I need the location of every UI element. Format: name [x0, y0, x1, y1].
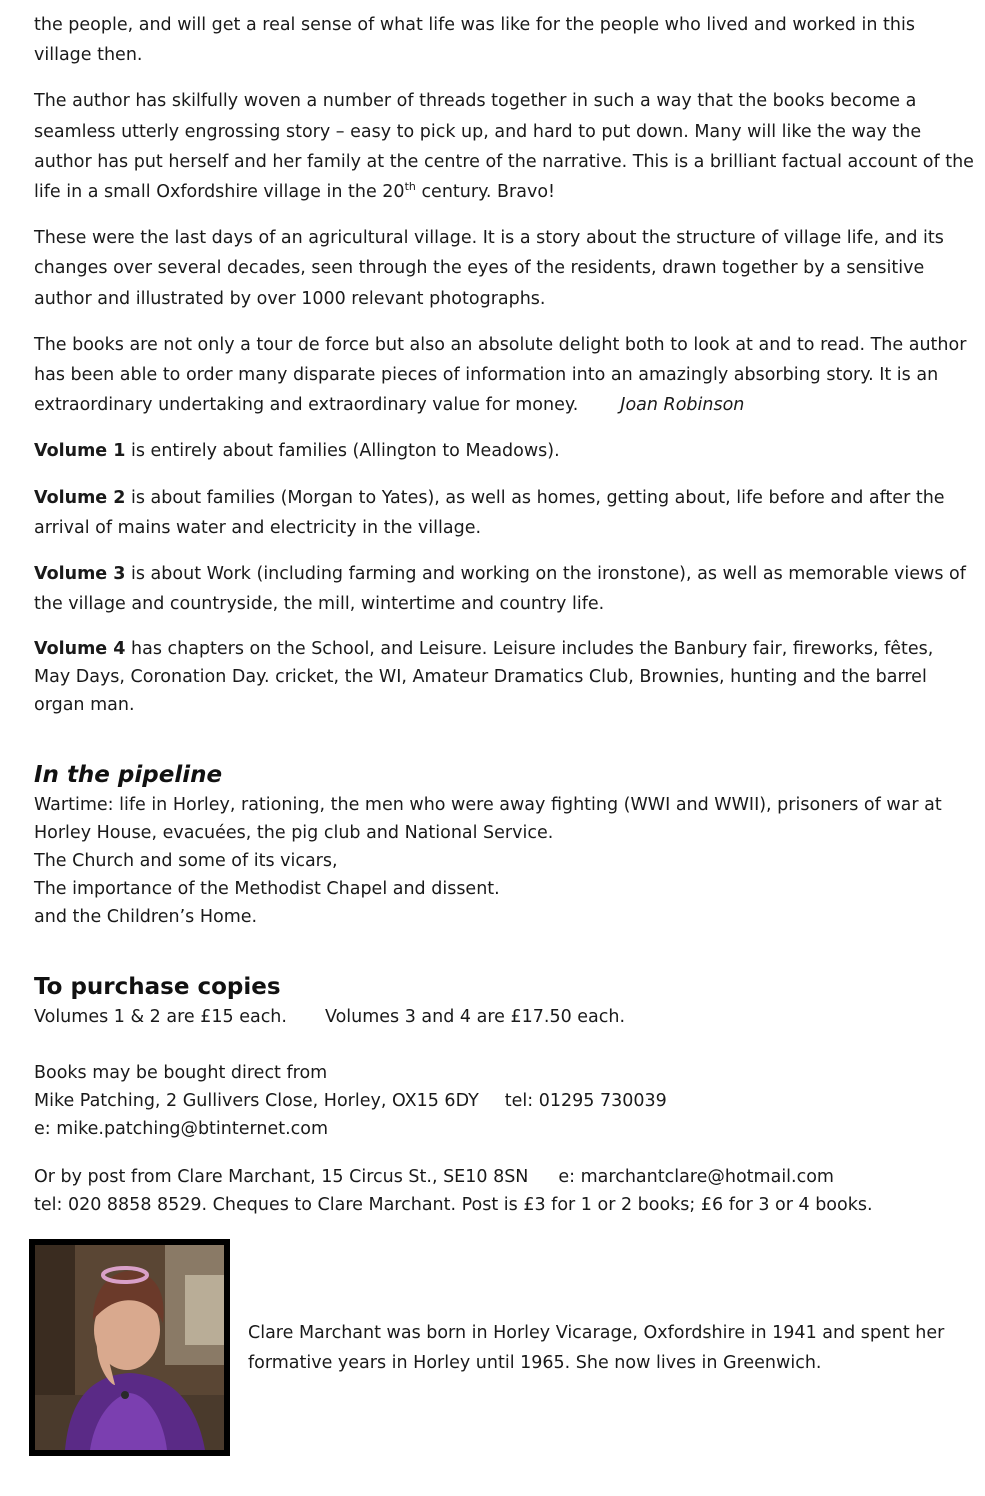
- review-paragraph-1: the people, and will get a real sense of what life was like for the people who lived and worked in this village then.: [34, 15, 915, 66]
- author-photo: [29, 1239, 230, 1456]
- author-portrait-image: [35, 1245, 224, 1450]
- document-body: [34, 10, 974, 1219]
- address-line: Mike Patching, 2 Gullivers Close, Horley, OX15 6DY tel: 01295 730039: [34, 1091, 667, 1112]
- post-email[interactable]: e: marchantclare@hotmail.com: [558, 1167, 834, 1188]
- pipeline-line: Wartime: life in Horley, rationing, the men who were away fighting (WWI and WWII), prisoners of war at Horley House, evacuées, the pig club and National Service.: [34, 795, 942, 844]
- pipeline-list: [34, 791, 974, 931]
- pipeline-line: The importance of the Methodist Chapel and dissent.: [34, 879, 500, 900]
- prices-line: Volumes 1 & 2 are £15 each. Volumes 3 and 4 are £17.50 each.: [34, 1007, 626, 1028]
- blank-line: [34, 1031, 974, 1059]
- volume-3-description: Volume 3 is about Work (including farming and working on the ironstone), as well as memorable views of the village and countryside, the mill, wintertime and country life.: [34, 564, 966, 615]
- pipeline-heading: In the pipeline: [34, 762, 223, 789]
- pipeline-line: The Church and some of its vicars,: [34, 851, 338, 872]
- bought-direct-line: Books may be bought direct from: [34, 1063, 328, 1084]
- volume-1-description: Volume 1 is entirely about families (Allington to Meadows).: [34, 441, 560, 462]
- purchase-details: [34, 1003, 974, 1219]
- author-caption: Clare Marchant was born in Horley Vicarage, Oxfordshire in 1941 and spent her formative years in Horley until 1965. She now lives in Greenwich.: [248, 1323, 945, 1373]
- volume-2-description: Volume 2 is about families (Morgan to Yates), as well as homes, getting about, life before and after the arrival of mains water and electricity in the village.: [34, 487, 945, 538]
- review-paragraph-3: These were the last days of an agricultural village. It is a story about the structure of village life, and its changes over several decades, seen through the eyes of the residents, drawn together by a sensitive author and illustrated by over 1000 relevant photographs.: [34, 228, 944, 309]
- review-paragraph-2: The author has skilfully woven a number of threads together in such a way that the books become a seamless utterly engrossing story – easy to pick up, and hard to put down. Many will like the way the author has put herself and her family at the centre of the narrative. This is a brilliant factual account of the life in a small Oxfordshire village in the 20th century. Bravo!: [34, 91, 974, 203]
- review-signature: Joan Robinson: [620, 395, 745, 416]
- purchase-heading: To purchase copies: [34, 974, 281, 1001]
- review-paragraph-4: The books are not only a tour de force but also an absolute delight both to look at and to read. The author has been able to order many disparate pieces of information into an amazingly absorbing story. It is an extraordinary undertaking and extraordinary value for money. Joan Robinson: [34, 334, 967, 416]
- volume-4-description: Volume 4 has chapters on the School, and Leisure. Leisure includes the Banbury fair, fireworks, fêtes, May Days, Coronation Day. cricket, the WI, Amateur Dramatics Club, Brownies, hunting and the barrel organ man.: [34, 639, 934, 716]
- post-terms-line: tel: 020 8858 8529. Cheques to Clare Marchant. Post is £3 for 1 or 2 books; £6 for 3 or 4 books.: [34, 1195, 873, 1216]
- post-line: Or by post from Clare Marchant, 15 Circus St., SE10 8SN e: marchantclare@hotmail.com: [34, 1167, 834, 1188]
- pipeline-line: and the Children’s Home.: [34, 907, 258, 928]
- email-line[interactable]: e: mike.patching@btinternet.com: [34, 1119, 329, 1140]
